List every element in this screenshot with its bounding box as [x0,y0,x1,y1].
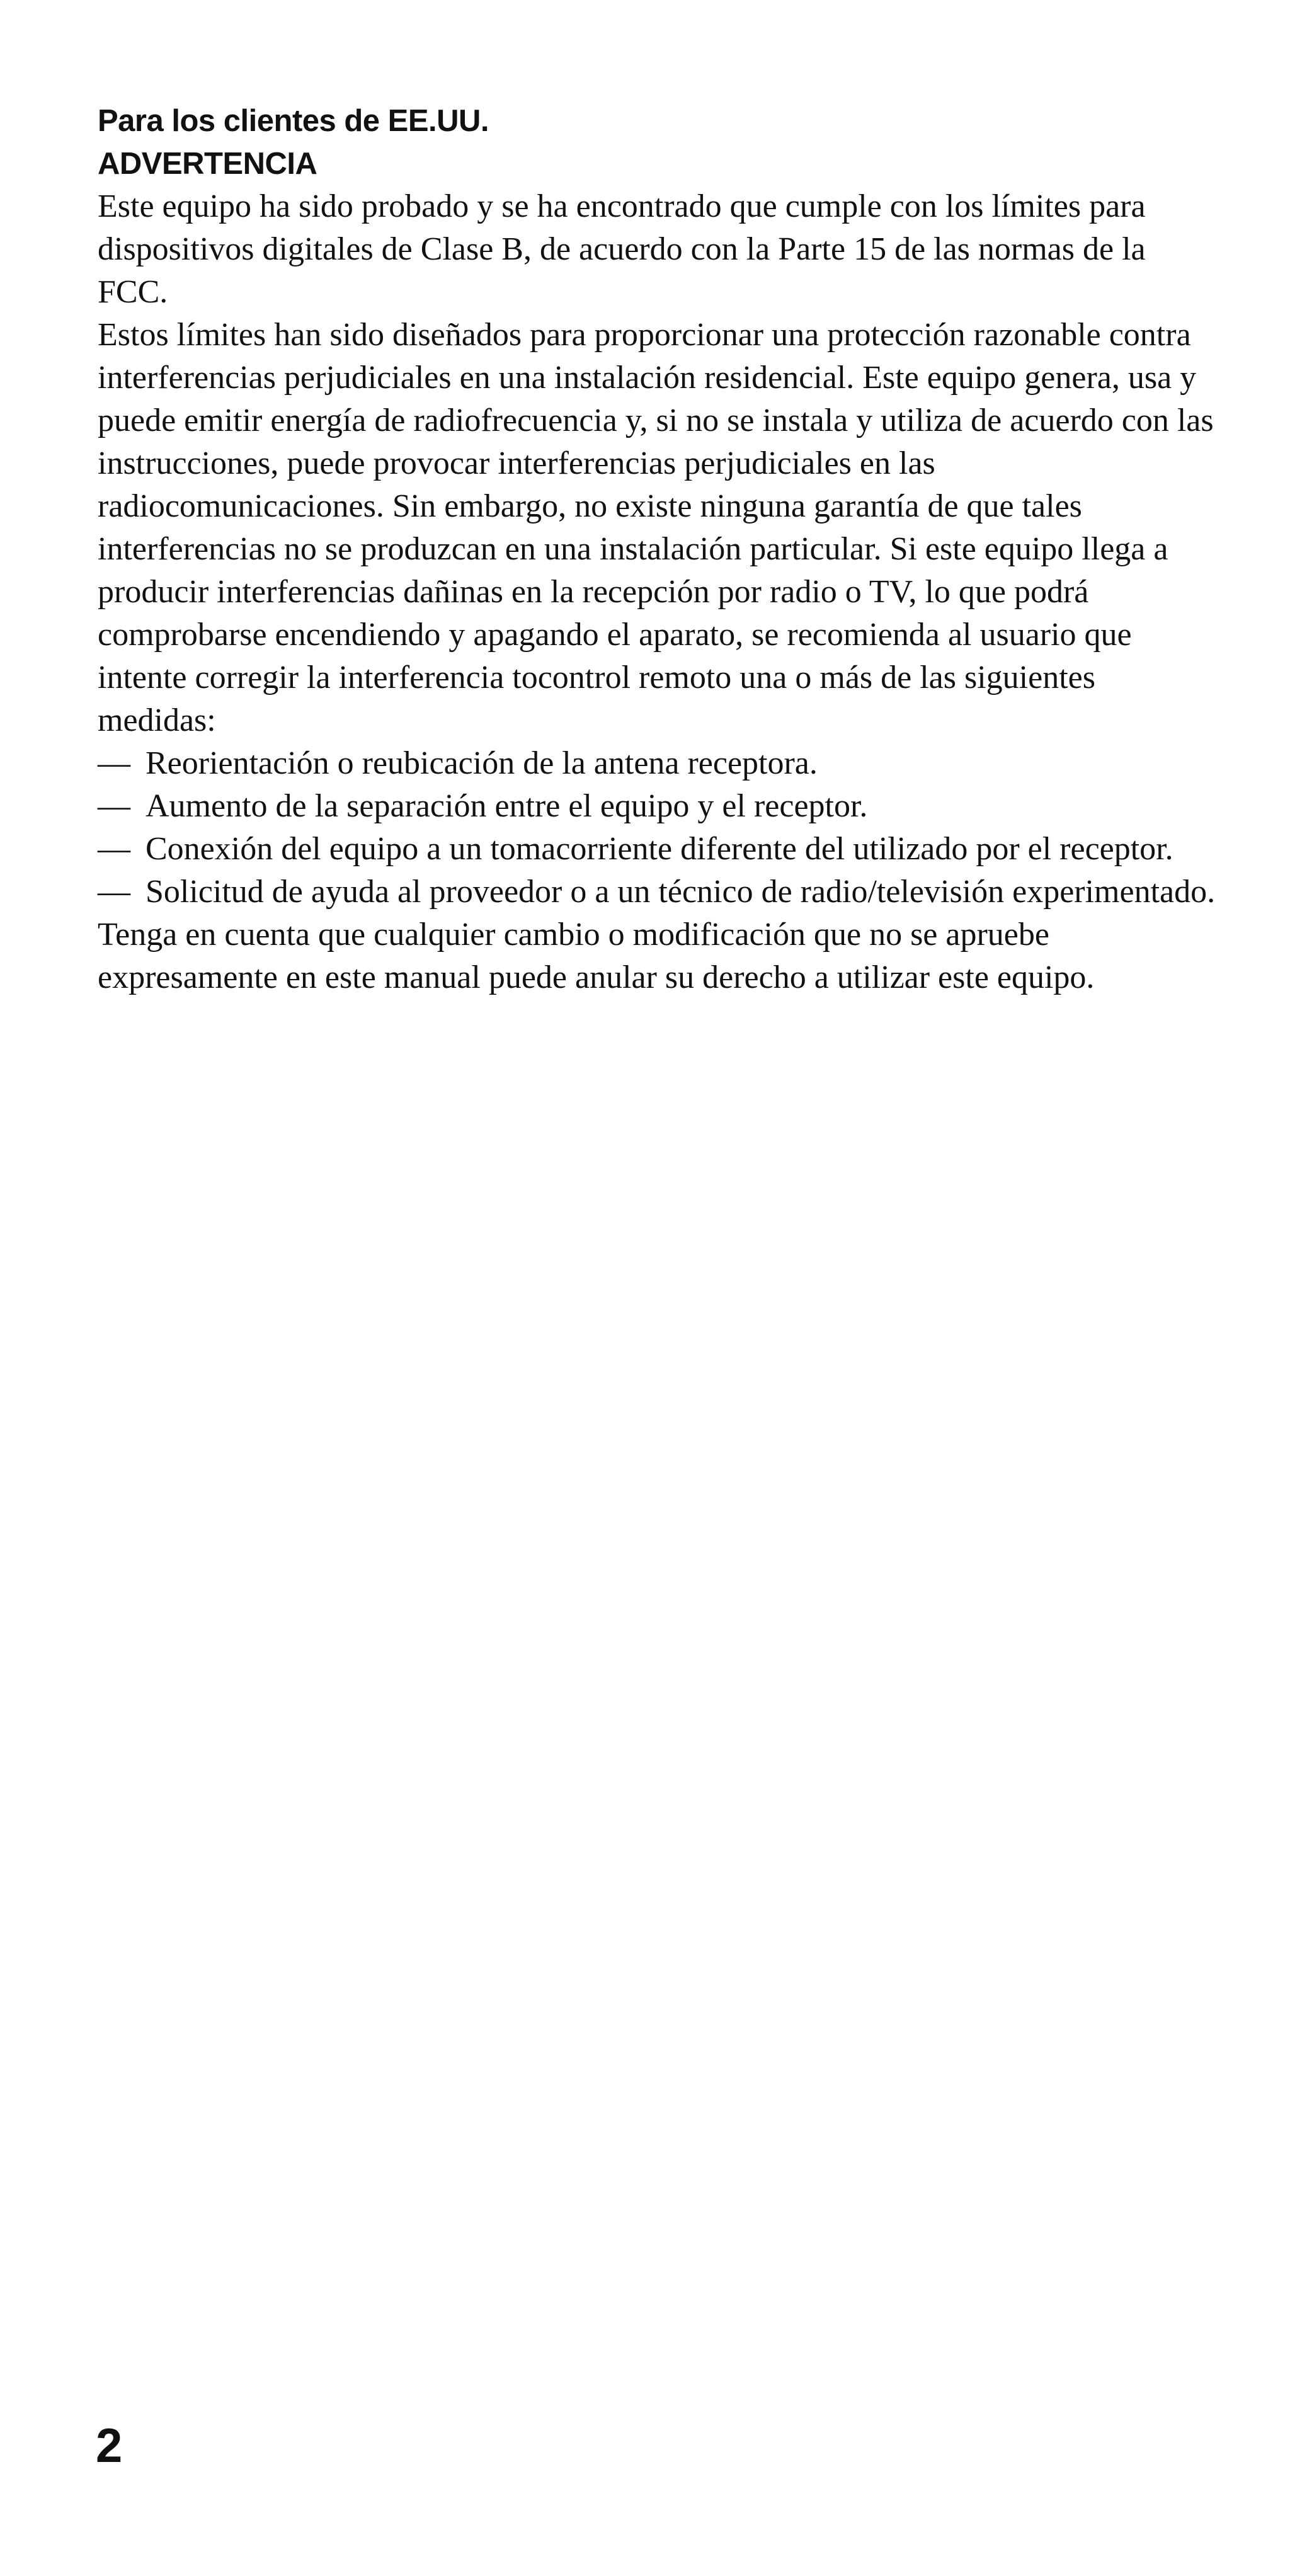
measures-list [98,742,1219,913]
list-item-text: Solicitud de ayuda al proveedor o a un técnico de radio/televisión experimentado. [146,874,1216,910]
bullet-marker: — [98,788,130,824]
list-item [98,871,1219,913]
list-item-text: Aumento de la separación entre el equipo y el receptor. [146,788,868,824]
list-item [98,785,1219,828]
warning-heading: ADVERTENCIA [98,147,317,181]
section-title: Para los clientes de EE.UU. [98,104,489,138]
paragraph-compliance: Este equipo ha sido probado y se ha encontrado que cumple con los límites para dispositivos digitales de Clase B, de acuerdo con la Parte 15 de las normas de la FCC. [98,188,1146,310]
bullet-marker: — [98,831,130,867]
list-item [98,828,1219,871]
bullet-marker: — [98,874,130,910]
list-item-text: Reorientación o reubicación de la antena receptora. [146,745,818,781]
bullet-marker: — [98,745,130,781]
paragraph-limits: Estos límites han sido diseñados para proporcionar una protección razonable contra interferencias perjudiciales en una instalación residencial. Este equipo genera, usa y puede emitir energía de radiofrecuencia y, si no se instala y utiliza de acuerdo con las instrucciones, puede provocar interferencias perjudiciales en las radiocomunicaciones. Sin embargo, no existe ninguna garantía de que tales interferencias no se produzcan en una instalación particular. Si este equipo llega a producir interferencias dañinas en la recepción por radio o TV, lo que podrá comprobarse encendiendo y apagando el aparato, se recomienda al usuario que intente corregir la interferencia tocontrol remoto una o más de las siguientes medidas: [98,317,1214,738]
list-item-text: Conexión del equipo a un tomacorriente diferente del utilizado por el receptor. [146,831,1173,867]
page-number: 2 [96,2419,123,2473]
list-item [98,742,1219,785]
document-body [98,100,1219,999]
paragraph-closing: Tenga en cuenta que cualquier cambio o modificación que no se apruebe expresamente en este manual puede anular su derecho a utilizar este equipo. [98,917,1095,995]
